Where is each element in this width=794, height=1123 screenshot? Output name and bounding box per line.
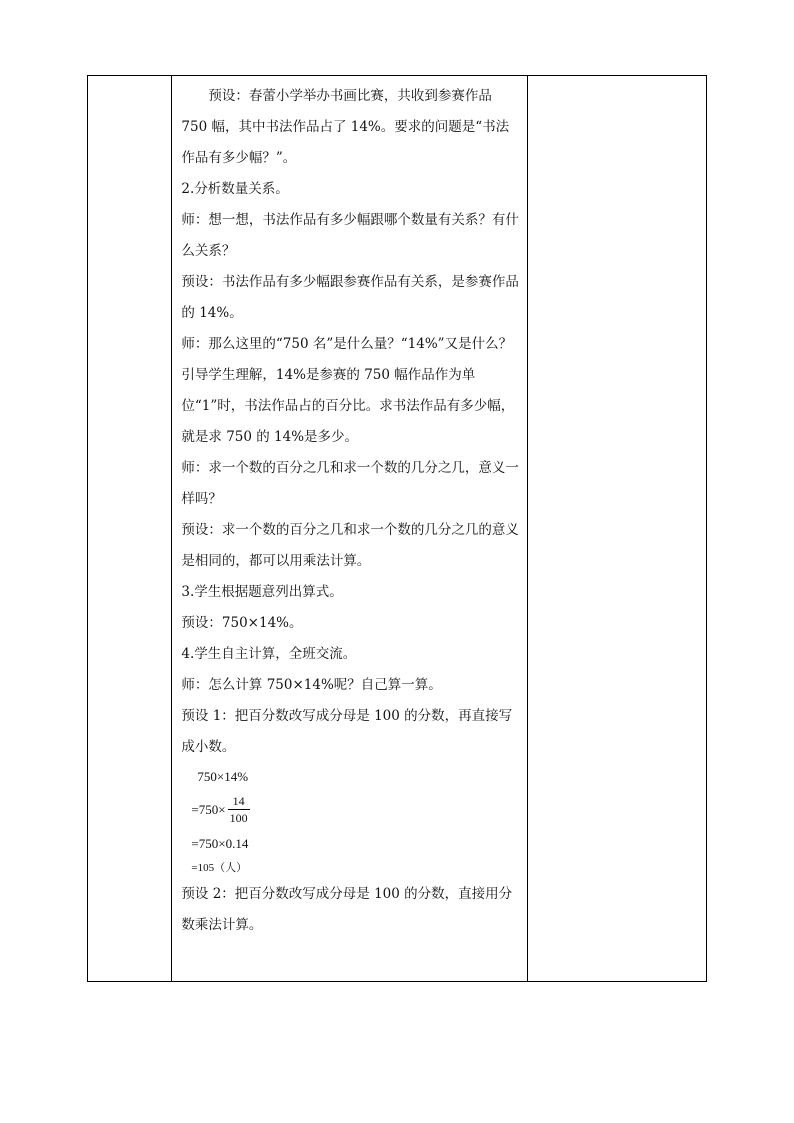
preset-answer-2: 预设：求一个数的百分之几和求一个数的几分之几的意义是相同的，都可以用乘法计算。	[181, 522, 519, 569]
fraction	[228, 795, 250, 824]
preset-method-1: 预设 1：把百分数改写成分母是 100 的分数，再直接写成小数。	[181, 708, 513, 755]
calc-line-2-prefix: =750×	[191, 801, 226, 817]
left-column-cell	[88, 76, 172, 982]
calculation-block	[181, 763, 519, 879]
right-column-cell	[528, 76, 707, 982]
preset-expression: 预设：750×14%。	[181, 615, 303, 631]
preset-problem: 预设：春蕾小学举办书画比赛，共收到参赛作品 750 幅，其中书法作品占了 14%。要求的问题是“书法作品有多少幅？”。	[181, 88, 510, 166]
calc-line-4: =105（人）	[191, 861, 248, 874]
teacher-question-2: 师：那么这里的“750 名”是什么量？“14%”又是什么？	[181, 336, 513, 352]
calc-line-3: =750×0.14	[191, 835, 249, 851]
lesson-content-cell	[172, 76, 528, 982]
teacher-question-3: 师：求一个数的百分之几和求一个数的几分之几，意义一样吗？	[181, 460, 519, 507]
step-4-heading: 4.学生自主计算，全班交流。	[181, 646, 357, 662]
step-2-heading: 2.分析数量关系。	[181, 181, 289, 197]
step-3-heading: 3.学生根据题意列出算式。	[181, 584, 343, 600]
guidance-text: 引导学生理解，14%是参赛的 750 幅作品作为单位“1”时，书法作品占的百分比。求书法作品有多少幅，就是求 750 的 14%是多少。	[181, 367, 515, 445]
fraction-denominator: 100	[229, 810, 248, 825]
teacher-question-1: 师：想一想，书法作品有多少幅跟哪个数量有关系？有什么关系？	[181, 212, 519, 259]
lesson-table	[87, 75, 707, 982]
calc-line-1: 750×14%	[197, 768, 249, 784]
teacher-question-4: 师：怎么计算 750×14%呢？自己算一算。	[181, 677, 442, 693]
calc-line-2	[191, 789, 519, 829]
preset-answer-1: 预设：书法作品有多少幅跟参赛作品有关系，是参赛作品的 14%。	[181, 274, 519, 321]
preset-method-2: 预设 2：把百分数改写成分母是 100 的分数，直接用分数乘法计算。	[181, 886, 513, 933]
fraction-numerator: 14	[232, 793, 245, 808]
